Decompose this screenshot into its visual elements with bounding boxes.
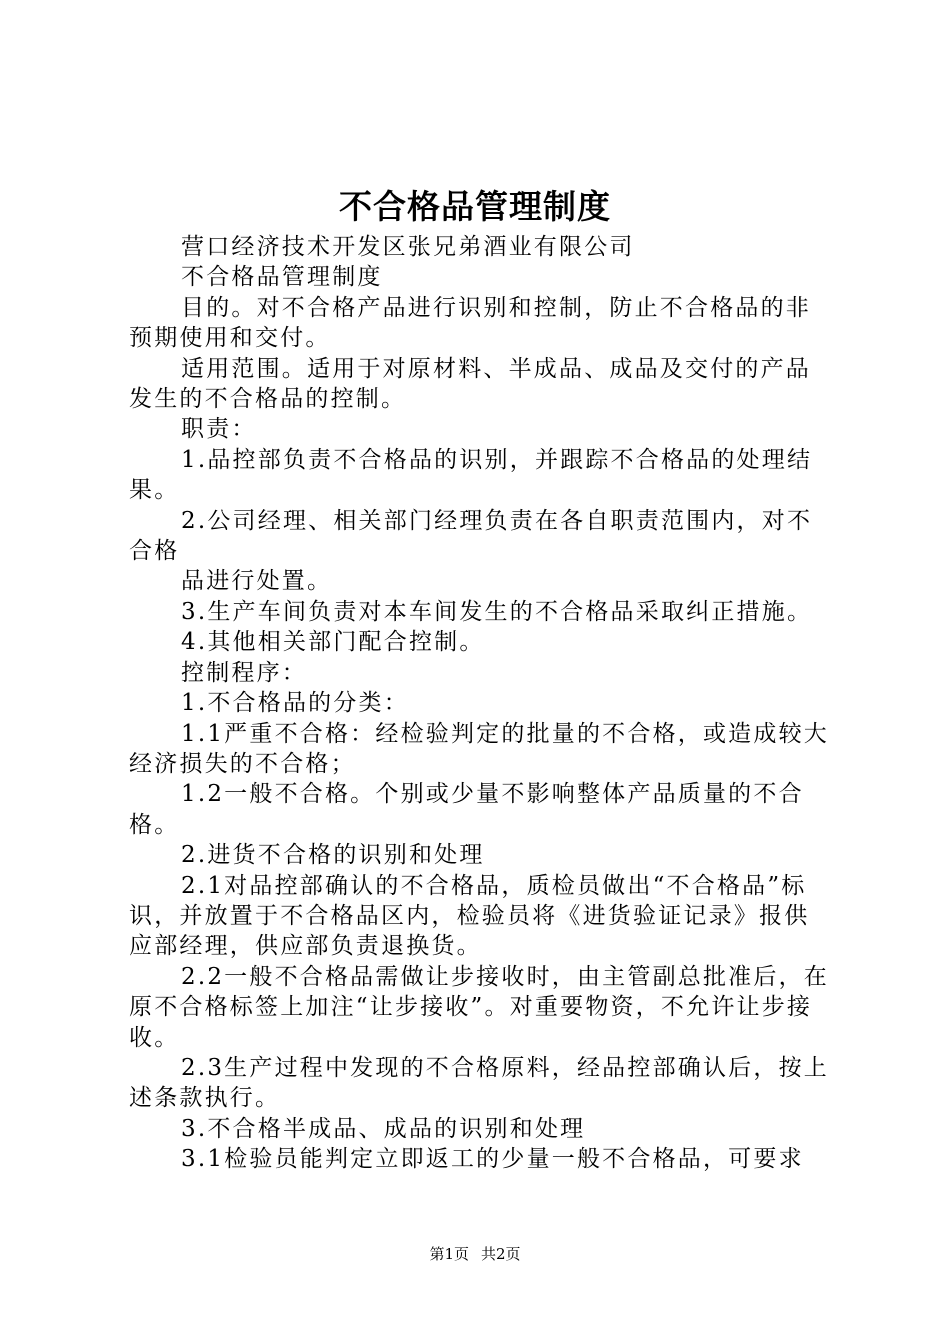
responsibility-item-4: 4.其他相关部门配合控制。	[181, 629, 485, 656]
procedure-item-3: 3.不合格半成品、成品的识别和处理	[181, 1115, 586, 1142]
page-footer	[0, 1244, 950, 1264]
company-name: 营口经济技术开发区张兄弟酒业有限公司	[181, 234, 635, 260]
procedure-item-1-1: 1.1严重不合格：经检验判定的批量的不合格，或造成较大经济损失的不合格；	[129, 720, 829, 777]
responsibility-item-2-continued: 品进行处置。	[181, 568, 333, 595]
procedure-item-2-3: 2.3生产过程中发现的不合格原料，经品控部确认后，按上述条款执行。	[129, 1054, 829, 1112]
responsibilities-heading: 职责：	[181, 416, 257, 443]
procedure-item-3-1: 3.1检验员能判定立即返工的少量一般不合格品，可要求	[181, 1146, 804, 1173]
document-title: 不合格品管理制度	[339, 187, 611, 226]
procedure-item-2: 2.进货不合格的识别和处理	[181, 842, 485, 869]
procedure-item-1: 1.不合格品的分类：	[181, 690, 409, 717]
purpose-paragraph: 目的。对不合格产品进行识别和控制，防止不合格品的非预期使用和交付。	[129, 294, 811, 352]
procedure-item-2-1: 2.1对品控部确认的不合格品，质检员做出“不合格品”标识，并放置于不合格品区内，检验员将《进货验证记录》报供应部经理，供应部负责退换货。	[129, 872, 810, 960]
page-number: 第1页	[429, 1245, 469, 1263]
subtitle-paragraph: 不合格品管理制度	[181, 264, 383, 291]
page-total: 共2页	[481, 1245, 521, 1263]
procedure-item-2-2: 2.2一般不合格品需做让步接收时，由主管副总批准后，在原不合格标签上加注“让步接收”。对重要物资，不允许让步接收。	[129, 963, 829, 1051]
procedure-heading: 控制程序：	[181, 659, 307, 686]
responsibility-item-1: 1.品控部负责不合格品的识别，并跟踪不合格品的处理结果。	[129, 446, 813, 504]
document-body	[129, 232, 832, 1175]
responsibility-item-3: 3.生产车间负责对本车间发生的不合格品采取纠正措施。	[181, 598, 813, 625]
scope-paragraph: 适用范围。适用于对原材料、半成品、成品及交付的产品发生的不合格品的控制。	[129, 355, 811, 413]
procedure-item-1-2: 1.2一般不合格。个别或少量不影响整体产品质量的不合格。	[129, 781, 804, 838]
responsibility-item-2: 2.公司经理、相关部门经理负责在各自职责范围内，对不合格	[129, 507, 813, 565]
